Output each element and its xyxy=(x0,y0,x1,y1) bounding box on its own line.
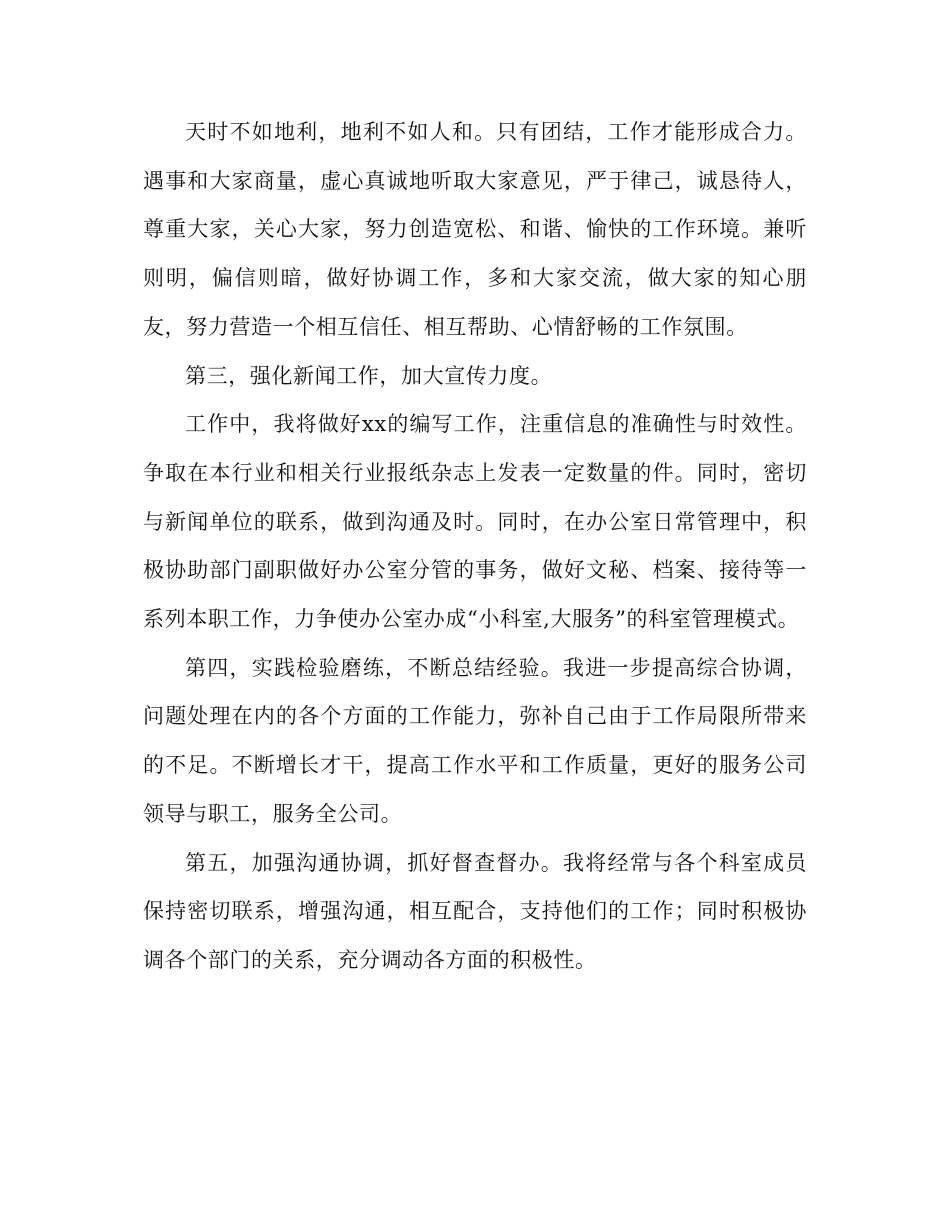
paragraph-heading-third: 第三，强化新闻工作，加大宣传力度。 xyxy=(185,363,553,388)
paragraph-news-work: 工作中，我将做好xx的编写工作，注重信息的准确性与时效性。争取在本行业和相关行业报纸杂志上发表一定数量的件。同时，密切与新闻单位的联系，做到沟通及时。同时，在办公室日常管理中，积极协助部门副职做好办公室分管的事务，做好文秘、档案、接待等一系列本职工作，力争使办公室办成“小科室,大服务”的科室管理模式。 xyxy=(143,412,807,632)
paragraph-fifth: 第五，加强沟通协调，抓好督查督办。我将经常与各个科室成员保持密切联系，增强沟通，相互配合，支持他们的工作；同时积极协调各个部门的关系，充分调动各方面的积极性。 xyxy=(143,850,807,972)
paragraph-fourth: 第四，实践检验磨练，不断总结经验。我进一步提高综合协调，问题处理在内的各个方面的工作能力，弥补自己由于工作局限所带来的不足。不断增长才干，提高工作水平和工作质量，更好的服务公司领导与职工，服务全公司。 xyxy=(143,655,807,826)
document-body xyxy=(143,108,807,985)
paragraph-unity: 天时不如地利，地利不如人和。只有团结，工作才能形成合力。遇事和大家商量，虚心真诚地听取大家意见，严于律己，诚恳待人，尊重大家，关心大家，努力创造宽松、和谐、愉快的工作环境。兼听则明，偏信则暗，做好协调工作，多和大家交流，做大家的知心朋友，努力营造一个相互信任、相互帮助、心情舒畅的工作氛围。 xyxy=(143,120,807,339)
